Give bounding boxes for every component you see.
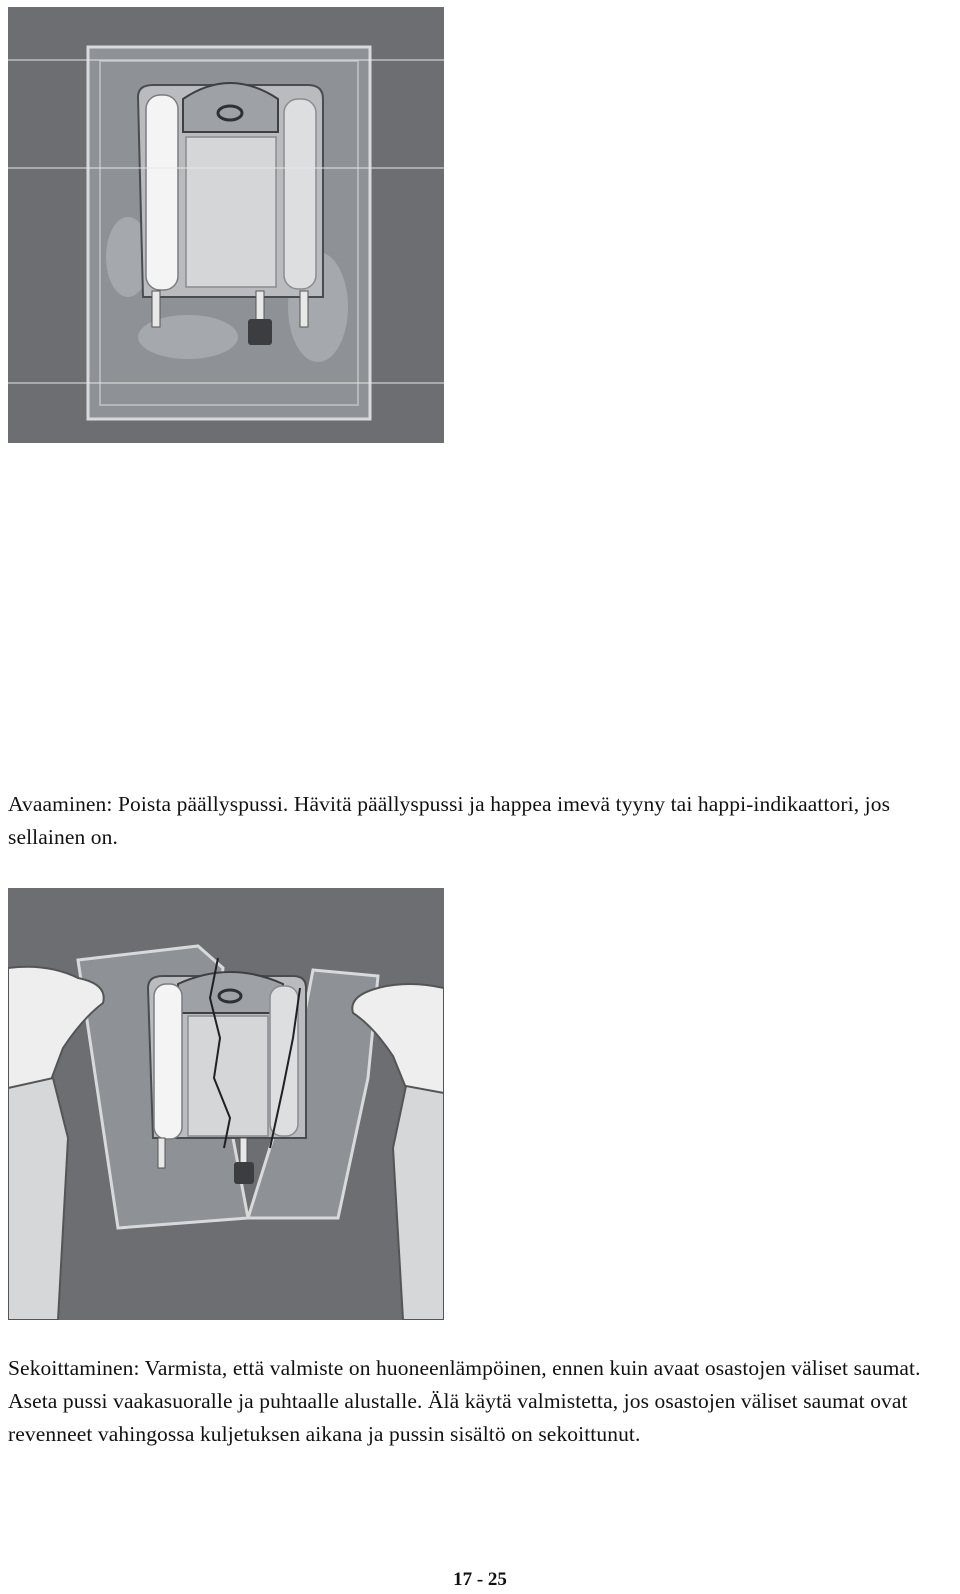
opening-instructions: Avaaminen: Poista päällyspussi. Hävitä päällyspussi ja happea imevä tyyny tai happi-indikaattori, jos sellainen on. (8, 792, 891, 849)
page-number: 17 - 25 (453, 1569, 507, 1590)
mixing-instructions: Sekoittaminen: Varmista, että valmiste on huoneenlämpöinen, ennen kuin avaat osastojen väliset saumat. Aseta pussi vaakasuoralle ja puhtaalle alustalle. Älä käytä valmistetta, jos osastojen väliset saumat ovat revenneet vahingossa kuljetuksen aikana ja pussin sisältö on sekoittunut. (8, 1356, 921, 1446)
hands-tearing-overpouch-icon (8, 888, 444, 1320)
figure-bag-in-overpouch (8, 7, 444, 443)
figure-tearing-overpouch (8, 888, 444, 1320)
iv-bag-in-overpouch-icon (8, 7, 444, 443)
